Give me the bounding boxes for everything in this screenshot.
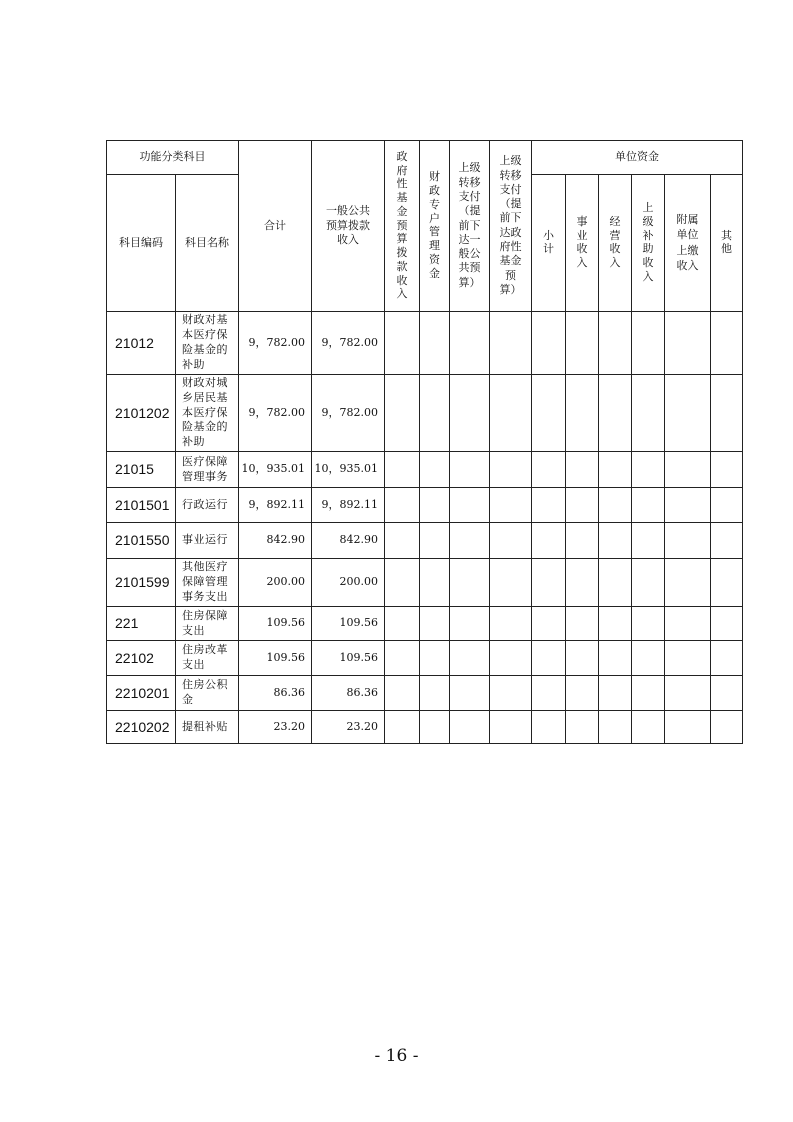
subject-code: 21015 [107, 452, 176, 488]
subject-code: 21012 [107, 312, 176, 375]
table-row [107, 607, 743, 641]
subject-name: 住房保障支出 [176, 607, 239, 641]
header-subtotal: 小计 [532, 175, 566, 312]
header-upper-transfer-general: 上级转移支付（提前下达一般公共预算） [450, 141, 490, 312]
total-cell: 10，935.01 [239, 452, 312, 488]
table-row [107, 488, 743, 523]
subject-name: 行政运行 [176, 488, 239, 523]
header-general-budget: 一般公共预算拨款收入 [312, 141, 385, 312]
total-cell: 200.00 [239, 559, 312, 607]
subject-name: 住房公积金 [176, 676, 239, 711]
general-budget-cell: 9，782.00 [312, 375, 385, 452]
subject-code: 2101501 [107, 488, 176, 523]
general-budget-cell: 86.36 [312, 676, 385, 711]
total-cell: 842.90 [239, 523, 312, 559]
budget-table [106, 140, 743, 744]
total-cell: 109.56 [239, 641, 312, 676]
total-cell: 9，782.00 [239, 312, 312, 375]
header-subject-name: 科目名称 [176, 175, 239, 312]
general-budget-cell: 23.20 [312, 711, 385, 744]
subject-code: 221 [107, 607, 176, 641]
subject-code: 2210201 [107, 676, 176, 711]
subject-code: 22102 [107, 641, 176, 676]
total-cell: 109.56 [239, 607, 312, 641]
table-row [107, 559, 743, 607]
header-upper-subsidy: 上级补助收入 [632, 175, 665, 312]
general-budget-cell: 9，782.00 [312, 312, 385, 375]
table-row [107, 312, 743, 375]
table-row [107, 375, 743, 452]
table-row [107, 641, 743, 676]
header-affiliated-income: 附属单位上缴收入 [665, 175, 711, 312]
header-total: 合计 [239, 141, 312, 312]
general-budget-cell: 9，892.11 [312, 488, 385, 523]
subject-code: 2101599 [107, 559, 176, 607]
header-fiscal-special: 财政专户管理资金 [420, 141, 450, 312]
general-budget-cell: 200.00 [312, 559, 385, 607]
subject-name: 提租补贴 [176, 711, 239, 744]
subject-code: 2210202 [107, 711, 176, 744]
table-row [107, 676, 743, 711]
subject-code: 2101202 [107, 375, 176, 452]
header-other: 其他 [711, 175, 743, 312]
total-cell: 9，892.11 [239, 488, 312, 523]
subject-name: 医疗保障管理事务 [176, 452, 239, 488]
header-operating-income: 经营收入 [599, 175, 632, 312]
general-budget-cell: 109.56 [312, 607, 385, 641]
general-budget-cell: 842.90 [312, 523, 385, 559]
subject-name: 其他医疗保障管理事务支出 [176, 559, 239, 607]
header-gov-fund: 政府性基金预算拨款收入 [385, 141, 420, 312]
header-unit-funds: 单位资金 [532, 141, 743, 175]
subject-name: 财政对基本医疗保险基金的补助 [176, 312, 239, 375]
subject-name: 财政对城乡居民基本医疗保险基金的补助 [176, 375, 239, 452]
general-budget-cell: 10，935.01 [312, 452, 385, 488]
table-row [107, 711, 743, 744]
header-subject-code: 科目编码 [107, 175, 176, 312]
subject-name: 事业运行 [176, 523, 239, 559]
header-business-income: 事业收入 [566, 175, 599, 312]
table-row [107, 523, 743, 559]
total-cell: 23.20 [239, 711, 312, 744]
total-cell: 9，782.00 [239, 375, 312, 452]
subject-name: 住房改革支出 [176, 641, 239, 676]
header-upper-transfer-gov: 上级转移支付（提前下达政府性基金预算） [490, 141, 532, 312]
header-func-class: 功能分类科目 [107, 141, 239, 175]
page-number: - 16 - [374, 1046, 419, 1066]
subject-code: 2101550 [107, 523, 176, 559]
table-row [107, 452, 743, 488]
total-cell: 86.36 [239, 676, 312, 711]
general-budget-cell: 109.56 [312, 641, 385, 676]
